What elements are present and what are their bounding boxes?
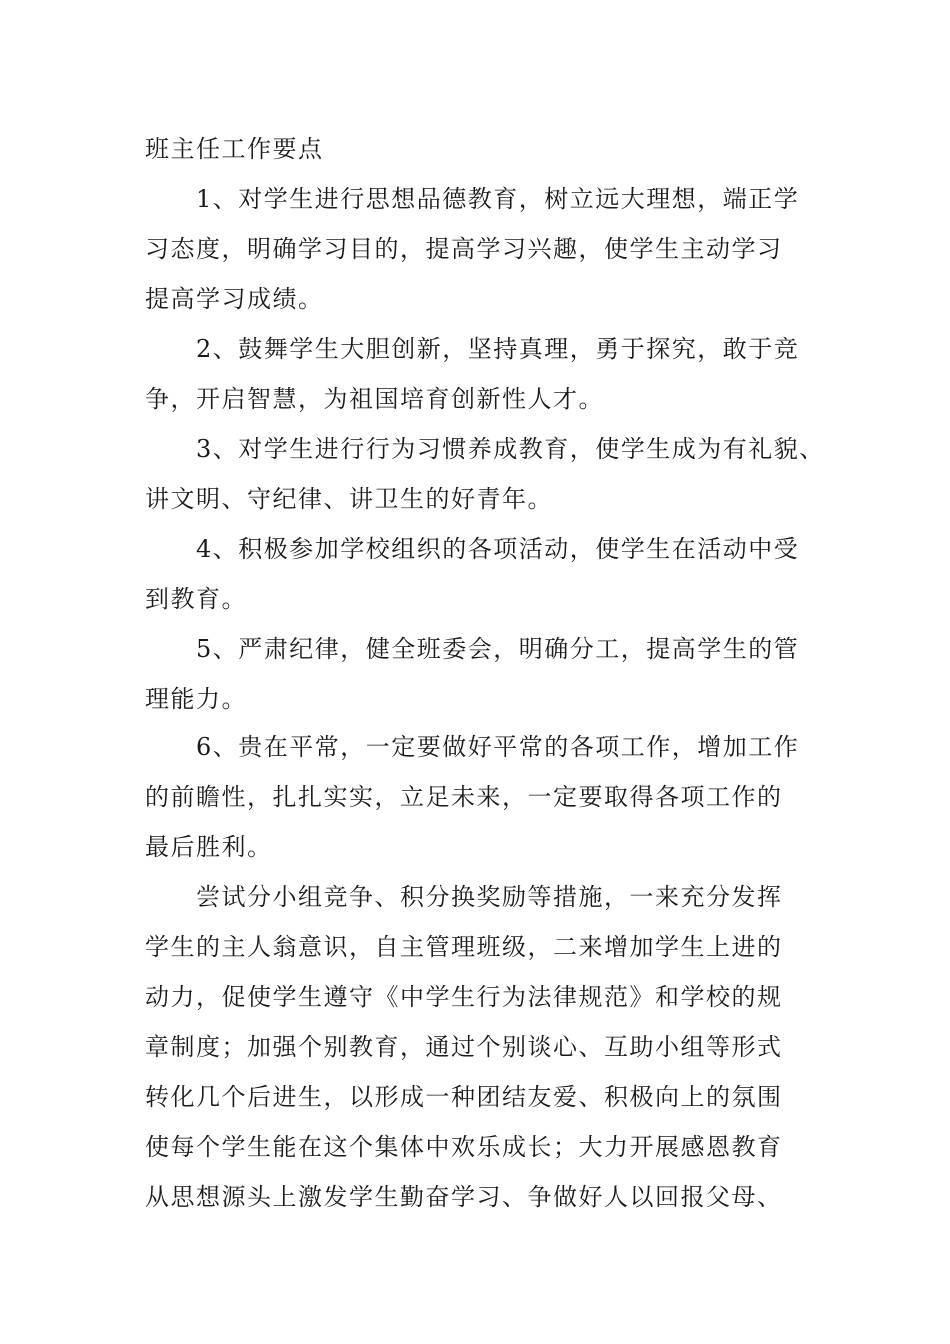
- text-line: 1、对学生进行思想品德教育，树立远大理想，端正学: [196, 185, 800, 213]
- text-line: 6、贵在平常，一定要做好平常的各项工作，增加工作: [196, 733, 800, 761]
- text-line: 理能力。: [145, 685, 247, 713]
- text-line: 转化几个后进生，以形成一种团结友爱、积极向上的氛围: [145, 1083, 783, 1111]
- text-line: 争，开启智慧，为祖国培育创新性人才。: [145, 385, 604, 413]
- text-line: 2、鼓舞学生大胆创新，坚持真理，勇于探究，敢于竞: [196, 335, 800, 363]
- text-line: 尝试分小组竞争、积分换奖励等措施，一来充分发挥: [196, 883, 783, 911]
- text-line: 使每个学生能在这个集体中欢乐成长；大力开展感恩教育: [145, 1133, 783, 1161]
- text-line: 讲文明、守纪律、讲卫生的好青年。: [145, 485, 553, 513]
- text-line: 3、对学生进行行为习惯养成教育，使学生成为有礼貌、: [196, 435, 825, 463]
- text-line: 5、严肃纪律，健全班委会，明确分工，提高学生的管: [196, 635, 800, 663]
- text-line: 最后胜利。: [145, 833, 273, 861]
- text-line: 从思想源头上激发学生勤奋学习、争做好人以回报父母、: [145, 1183, 783, 1211]
- text-line: 学生的主人翁意识，自主管理班级，二来增加学生上进的: [145, 933, 783, 961]
- document-title: 班主任工作要点: [145, 135, 324, 163]
- text-line: 提高学习成绩。: [145, 285, 324, 313]
- text-line: 习态度，明确学习目的，提高学习兴趣，使学生主动学习: [145, 235, 783, 263]
- text-line: 动力，促使学生遵守《中学生行为法律规范》和学校的规: [145, 983, 783, 1011]
- text-line: 4、积极参加学校组织的各项活动，使学生在活动中受: [196, 535, 800, 563]
- text-line: 到教育。: [145, 585, 247, 613]
- text-line: 的前瞻性，扎扎实实，立足未来，一定要取得各项工作的: [145, 783, 783, 811]
- text-line: 章制度；加强个别教育，通过个别谈心、互助小组等形式: [145, 1033, 783, 1061]
